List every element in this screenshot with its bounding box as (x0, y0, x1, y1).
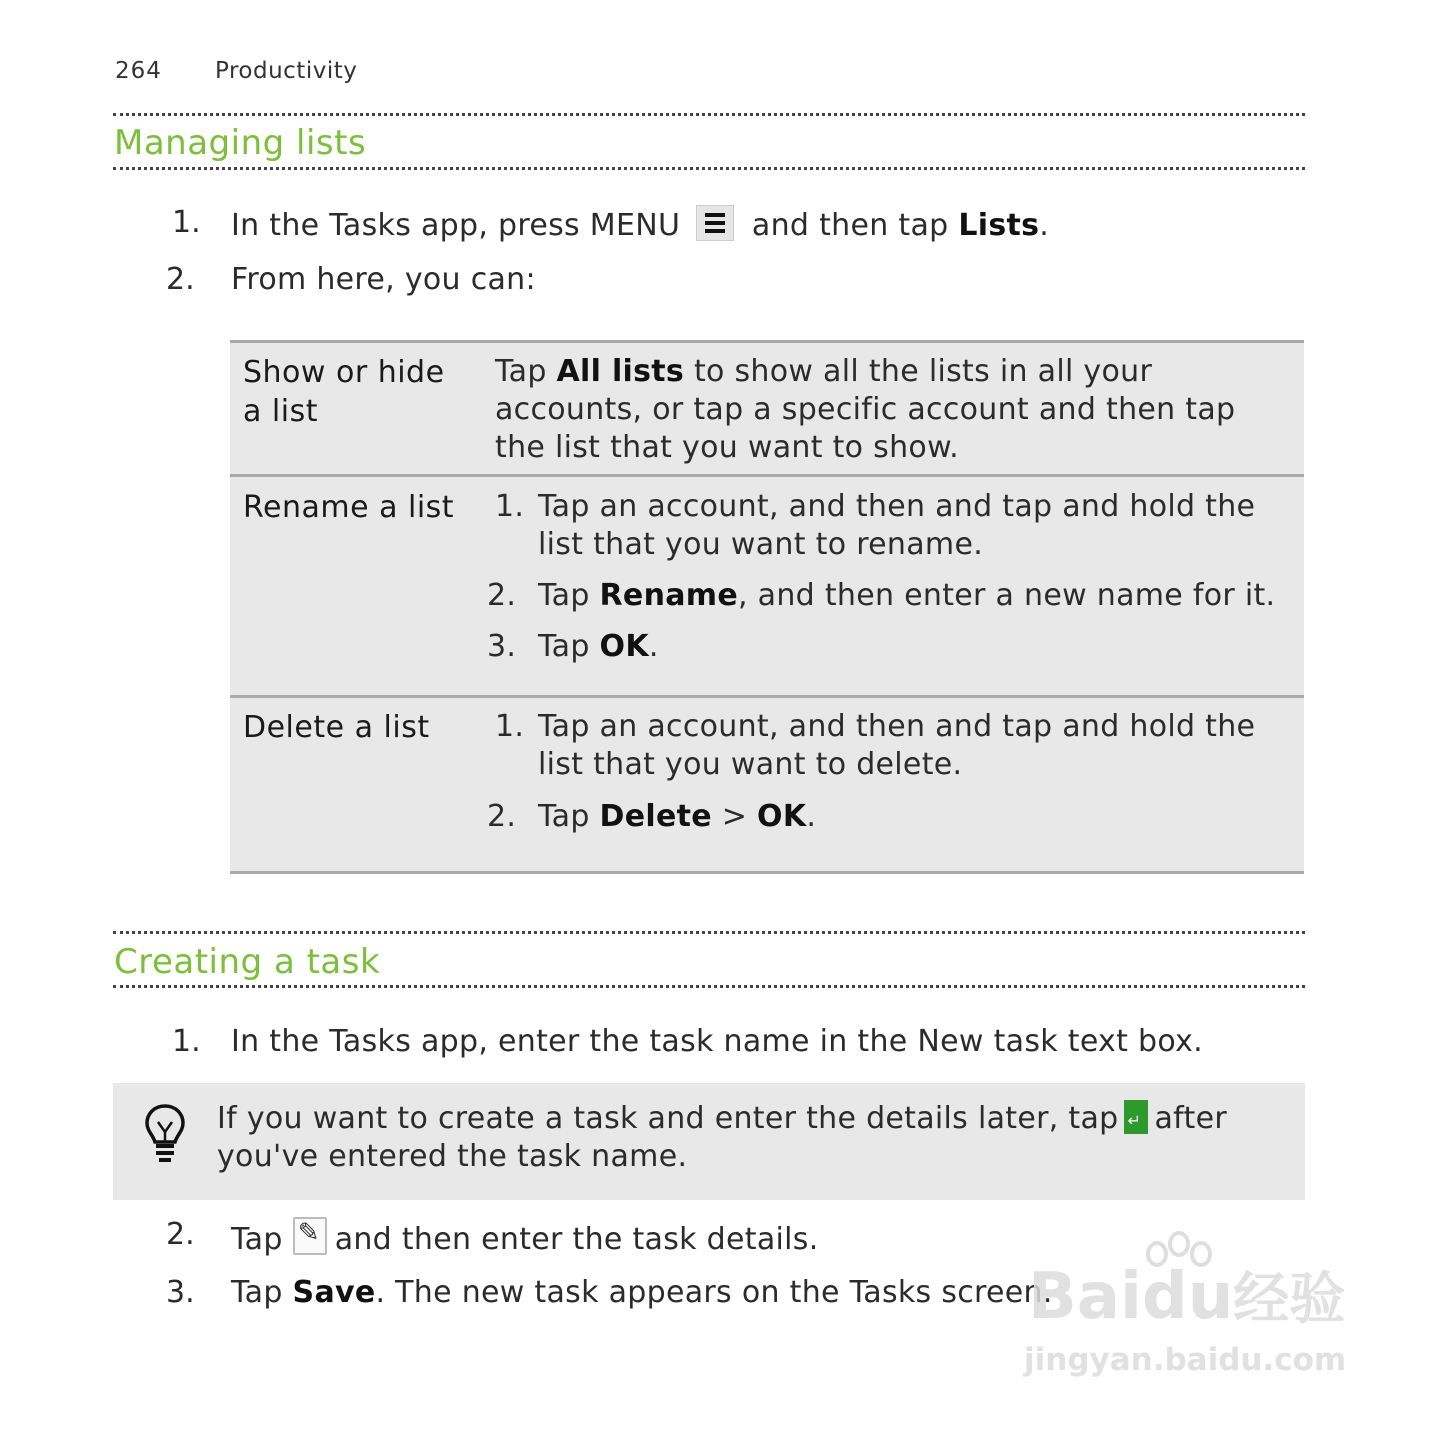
text-part: Tap (231, 1275, 283, 1310)
text-line: Tap an account, and then and tap and hold the (538, 709, 1256, 744)
watermark-text: du (1141, 1260, 1234, 1334)
separator: > (721, 799, 748, 834)
step-text-part: In the Tasks app, press MENU (231, 208, 681, 243)
save-label: Save (292, 1275, 376, 1310)
section-title-creating: Creating a task (114, 942, 381, 982)
row-divider (230, 695, 1304, 698)
substep-text (538, 577, 1275, 615)
page-number: 264 (115, 58, 162, 84)
step-text (231, 205, 1049, 243)
row-divider (230, 474, 1304, 477)
label-line: a list (243, 394, 318, 429)
step-text: In the Tasks app, enter the task name in the New task text box. (231, 1024, 1203, 1059)
substep-number: 2. (487, 799, 517, 834)
divider-top (113, 931, 1305, 934)
step-number: 1. (172, 205, 201, 240)
substep-number: 1. (495, 709, 525, 744)
text-line: the list that you want to show. (495, 430, 959, 465)
row-text-show-hide (495, 353, 1235, 467)
row-label-delete: Delete a list (243, 710, 430, 745)
step-text-part: and then tap (751, 208, 949, 243)
ok-label: OK (599, 629, 649, 664)
section-name: Productivity (215, 58, 358, 84)
divider-top (113, 113, 1305, 116)
step-text (231, 1275, 1053, 1310)
substep-number: 1. (495, 489, 525, 524)
substep-number: 2. (487, 578, 517, 613)
step-text: From here, you can: (231, 262, 536, 297)
substep-text (538, 798, 816, 836)
text-line: accounts, or tap a specific account and then tap (495, 392, 1236, 427)
tip-text (217, 1100, 1227, 1176)
watermark-url: jingyan.baidu.com (1024, 1342, 1347, 1378)
text-part: after (1154, 1101, 1227, 1136)
lightbulb-icon (142, 1102, 188, 1164)
divider-bottom (113, 985, 1305, 988)
substep-text (538, 488, 1255, 564)
text-part: Tap (538, 629, 590, 664)
text-line: list that you want to rename. (538, 527, 984, 562)
text-line: list that you want to delete. (538, 747, 963, 782)
text-part: Tap (538, 578, 590, 613)
text-part: If you want to create a task and enter the details later, tap (217, 1101, 1119, 1136)
delete-label: Delete (599, 799, 712, 834)
edit-icon (293, 1217, 327, 1255)
ok-label: OK (757, 799, 807, 834)
step-number: 2. (166, 262, 195, 297)
row-label-rename: Rename a list (243, 490, 455, 525)
text-part: Tap (495, 354, 547, 389)
watermark-text: 经验 (1233, 1267, 1346, 1332)
substep-text (538, 708, 1255, 784)
watermark-text: Bai (1028, 1260, 1142, 1334)
punctuation: . (648, 629, 659, 664)
all-lists-label: All lists (556, 354, 685, 389)
section-title-managing: Managing lists (114, 123, 367, 163)
text-line: you've entered the task name. (217, 1139, 688, 1174)
substep-number: 3. (487, 629, 517, 664)
substep-text (538, 628, 659, 666)
menu-icon (696, 205, 734, 241)
enter-icon (1124, 1100, 1148, 1134)
text-part: and then enter the task details. (334, 1222, 819, 1257)
rename-label: Rename (599, 578, 738, 613)
text-part: to show all the lists in all your (693, 354, 1153, 389)
step-number: 1. (172, 1024, 201, 1059)
divider-bottom (113, 167, 1305, 170)
text-line: Tap an account, and then and tap and hold the (538, 489, 1256, 524)
text-part: Tap (538, 799, 590, 834)
punctuation: . (1039, 208, 1050, 243)
step-text (231, 1217, 819, 1257)
text-part: Tap (231, 1222, 283, 1257)
punctuation: . (806, 799, 817, 834)
row-label-show-hide (243, 353, 445, 431)
text-part: . The new task appears on the Tasks screen. (375, 1275, 1053, 1310)
lists-label: Lists (958, 208, 1040, 243)
step-number: 2. (166, 1217, 195, 1252)
step-number: 3. (166, 1275, 195, 1310)
paw-icon (1135, 1228, 1225, 1288)
text-part: , and then enter a new name for it. (738, 578, 1276, 613)
label-line: Show or hide (243, 355, 445, 390)
